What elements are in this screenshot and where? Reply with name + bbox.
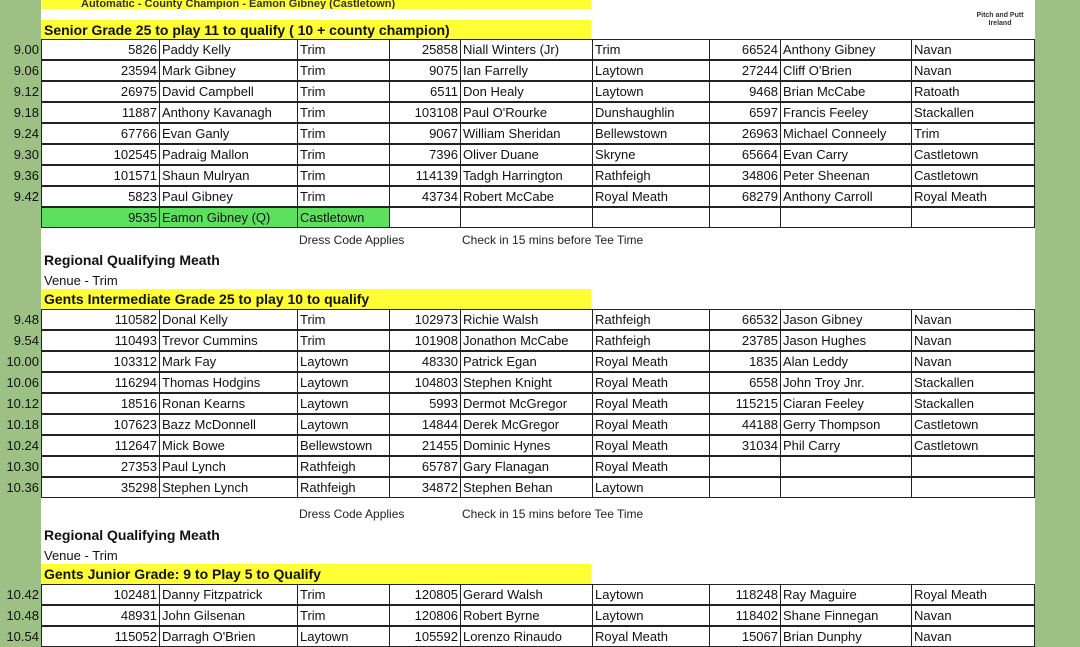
member-number-cell: 31034: [709, 435, 780, 456]
member-number-cell: 27244: [709, 60, 780, 81]
tee-time: 10.36: [6, 480, 39, 495]
club-cell: Trim: [592, 39, 709, 60]
player-name-cell: Eamon Gibney (Q): [159, 207, 297, 228]
player-name-cell: Francis Feeley: [780, 102, 911, 123]
member-number-cell: [709, 456, 780, 477]
tee-time: 10.42: [6, 587, 39, 602]
player-name-cell: Jason Gibney: [780, 309, 911, 330]
club-cell: Trim: [297, 81, 389, 102]
player-name-cell: Brian Dunphy: [780, 626, 911, 647]
tee-time-row: [0, 372, 1035, 393]
member-number-cell: 118248: [709, 584, 780, 605]
player-name-cell: John Gilsenan: [159, 605, 297, 626]
club-cell: Stackallen: [911, 102, 1035, 123]
tee-time: 10.54: [6, 629, 39, 644]
member-number-cell: 1835: [709, 351, 780, 372]
club-cell: Royal Meath: [592, 186, 709, 207]
dress-code-note: Dress Code Applies: [299, 507, 405, 521]
club-cell: Trim: [297, 330, 389, 351]
player-name-cell: Ray Maguire: [780, 584, 911, 605]
club-cell: Rathfeigh: [297, 456, 389, 477]
club-cell: Rathfeigh: [592, 330, 709, 351]
club-cell: Trim: [297, 39, 389, 60]
tee-time: 9.36: [13, 168, 39, 183]
venue-label: Venue - Trim: [44, 548, 118, 563]
member-number-cell: 105592: [389, 626, 460, 647]
member-number-cell: 102481: [41, 584, 159, 605]
tee-time: 10.00: [6, 354, 39, 369]
member-number-cell: 15067: [709, 626, 780, 647]
player-name-cell: David Campbell: [159, 81, 297, 102]
player-name-cell: Thomas Hodgins: [159, 372, 297, 393]
player-name-cell: Bazz McDonnell: [159, 414, 297, 435]
club-cell: Castletown: [911, 144, 1035, 165]
club-cell: Royal Meath: [911, 584, 1035, 605]
club-cell: Stackallen: [911, 372, 1035, 393]
member-number-cell: 115052: [41, 626, 159, 647]
member-number-cell: 120805: [389, 584, 460, 605]
member-number-cell: 43734: [389, 186, 460, 207]
club-cell: Laytown: [297, 351, 389, 372]
club-cell: Laytown: [592, 605, 709, 626]
club-cell: Laytown: [592, 477, 709, 498]
member-number-cell: [709, 477, 780, 498]
player-name-cell: Anthony Gibney: [780, 39, 911, 60]
member-number-cell: 101908: [389, 330, 460, 351]
club-cell: Dunshaughlin: [592, 102, 709, 123]
tee-time-row: [0, 456, 1035, 477]
tee-time-row: [0, 351, 1035, 372]
member-number-cell: 66524: [709, 39, 780, 60]
player-name-cell: Anthony Kavanagh: [159, 102, 297, 123]
player-name-cell: Peter Sheenan: [780, 165, 911, 186]
tee-time-row: [0, 605, 1035, 626]
member-number-cell: 65787: [389, 456, 460, 477]
check-in-note: Check in 15 mins before Tee Time: [462, 507, 644, 521]
tee-time-row: [0, 39, 1035, 60]
player-name-cell: Evan Ganly: [159, 123, 297, 144]
player-name-cell: Gary Flanagan: [460, 456, 592, 477]
player-name-cell: William Sheridan: [460, 123, 592, 144]
club-cell: Trim: [297, 144, 389, 165]
member-number-cell: 101571: [41, 165, 159, 186]
club-cell: [911, 477, 1035, 498]
tee-time-row: [0, 435, 1035, 456]
player-name-cell: Lorenzo Rinaudo: [460, 626, 592, 647]
club-cell: Trim: [297, 102, 389, 123]
club-cell: Navan: [911, 39, 1035, 60]
club-cell: Laytown: [297, 414, 389, 435]
venue-label: Venue - Trim: [44, 273, 118, 288]
tee-time-row: [0, 393, 1035, 414]
member-number-cell: 114139: [389, 165, 460, 186]
member-number-cell: 107623: [41, 414, 159, 435]
junior-grade-heading: Gents Junior Grade: 9 to Play 5 to Qualify: [41, 564, 591, 584]
club-cell: Trim: [297, 60, 389, 81]
member-number-cell: 102973: [389, 309, 460, 330]
club-cell: Trim: [297, 165, 389, 186]
tee-time-row: [0, 584, 1035, 605]
player-name-cell: Oliver Duane: [460, 144, 592, 165]
player-name-cell: Shaun Mulryan: [159, 165, 297, 186]
player-name-cell: Anthony Carroll: [780, 186, 911, 207]
club-cell: Trim: [297, 123, 389, 144]
player-name-cell: Richie Walsh: [460, 309, 592, 330]
tee-time: 10.06: [6, 375, 39, 390]
tee-time: 10.24: [6, 438, 39, 453]
club-cell: Navan: [911, 626, 1035, 647]
member-number-cell: 34872: [389, 477, 460, 498]
player-name-cell: Patrick Egan: [460, 351, 592, 372]
tee-time-row: [0, 414, 1035, 435]
player-name-cell: Mick Bowe: [159, 435, 297, 456]
player-name-cell: Dominic Hynes: [460, 435, 592, 456]
club-cell: Navan: [911, 60, 1035, 81]
tee-time-row: [0, 102, 1035, 123]
member-number-cell: 26963: [709, 123, 780, 144]
player-name-cell: Derek McGregor: [460, 414, 592, 435]
tee-time-row: [0, 81, 1035, 102]
club-cell: Castletown: [911, 165, 1035, 186]
tee-time: 9.48: [13, 312, 39, 327]
player-name-cell: Mark Fay: [159, 351, 297, 372]
player-name-cell: Mark Gibney: [159, 60, 297, 81]
member-number-cell: 9075: [389, 60, 460, 81]
player-name-cell: Padraig Mallon: [159, 144, 297, 165]
club-cell: Trim: [911, 123, 1035, 144]
member-number-cell: [709, 207, 780, 228]
member-number-cell: 9067: [389, 123, 460, 144]
member-number-cell: 112647: [41, 435, 159, 456]
tee-time-row: [0, 186, 1035, 207]
check-in-note: Check in 15 mins before Tee Time: [462, 233, 644, 247]
member-number-cell: 118402: [709, 605, 780, 626]
club-cell: Royal Meath: [592, 351, 709, 372]
player-name-cell: John Troy Jnr.: [780, 372, 911, 393]
tee-time-row: [0, 477, 1035, 498]
tee-time-row: [0, 309, 1035, 330]
member-number-cell: 116294: [41, 372, 159, 393]
club-cell: Laytown: [297, 393, 389, 414]
tee-time: 9.06: [13, 63, 39, 78]
player-name-cell: Paul O'Rourke: [460, 102, 592, 123]
player-name-cell: Niall Winters (Jr): [460, 39, 592, 60]
player-name-cell: Cliff O'Brien: [780, 60, 911, 81]
club-cell: Castletown: [297, 207, 389, 228]
member-number-cell: 110493: [41, 330, 159, 351]
tee-time-row: [0, 330, 1035, 351]
senior-grade-heading: Senior Grade 25 to play 11 to qualify ( 10 + county champion): [41, 20, 591, 40]
member-number-cell: 5993: [389, 393, 460, 414]
member-number-cell: 102545: [41, 144, 159, 165]
intermediate-grade-heading: Gents Intermediate Grade 25 to play 10 to qualify: [41, 289, 591, 309]
club-cell: Royal Meath: [592, 414, 709, 435]
dress-code-note: Dress Code Applies: [299, 233, 405, 247]
club-cell: Laytown: [592, 60, 709, 81]
player-name-cell: Danny Fitzpatrick: [159, 584, 297, 605]
player-name-cell: Ian Farrelly: [460, 60, 592, 81]
member-number-cell: [389, 207, 460, 228]
club-cell: Laytown: [592, 81, 709, 102]
member-number-cell: 5823: [41, 186, 159, 207]
member-number-cell: 18516: [41, 393, 159, 414]
player-name-cell: Alan Leddy: [780, 351, 911, 372]
member-number-cell: 25858: [389, 39, 460, 60]
player-name-cell: [460, 207, 592, 228]
player-name-cell: Robert McCabe: [460, 186, 592, 207]
tee-time: 9.00: [13, 42, 39, 57]
club-cell: Laytown: [297, 626, 389, 647]
club-cell: Ratoath: [911, 81, 1035, 102]
member-number-cell: 26975: [41, 81, 159, 102]
tee-time: 9.12: [13, 84, 39, 99]
member-number-cell: 66532: [709, 309, 780, 330]
tee-time: 10.30: [6, 459, 39, 474]
club-cell: Royal Meath: [592, 435, 709, 456]
member-number-cell: 68279: [709, 186, 780, 207]
player-name-cell: Paul Lynch: [159, 456, 297, 477]
member-number-cell: 11887: [41, 102, 159, 123]
tee-time: 9.24: [13, 126, 39, 141]
member-number-cell: 48931: [41, 605, 159, 626]
member-number-cell: 5826: [41, 39, 159, 60]
tee-time-row: [0, 165, 1035, 186]
right-margin: [1035, 0, 1080, 647]
tee-time-row: [0, 144, 1035, 165]
player-name-cell: Stephen Lynch: [159, 477, 297, 498]
player-name-cell: Shane Finnegan: [780, 605, 911, 626]
club-cell: Navan: [911, 330, 1035, 351]
player-name-cell: Evan Carry: [780, 144, 911, 165]
club-cell: Royal Meath: [592, 456, 709, 477]
player-name-cell: Michael Conneely: [780, 123, 911, 144]
player-name-cell: Paddy Kelly: [159, 39, 297, 60]
member-number-cell: 44188: [709, 414, 780, 435]
club-cell: Royal Meath: [911, 186, 1035, 207]
club-cell: Royal Meath: [592, 626, 709, 647]
club-cell: Navan: [911, 351, 1035, 372]
member-number-cell: 103312: [41, 351, 159, 372]
player-name-cell: Robert Byrne: [460, 605, 592, 626]
tee-time: 9.18: [13, 105, 39, 120]
club-cell: Trim: [297, 584, 389, 605]
player-name-cell: Tadgh Harrington: [460, 165, 592, 186]
member-number-cell: 9535: [41, 207, 159, 228]
club-cell: Trim: [297, 605, 389, 626]
club-cell: Bellewstown: [592, 123, 709, 144]
member-number-cell: 104803: [389, 372, 460, 393]
member-number-cell: 110582: [41, 309, 159, 330]
member-number-cell: 23594: [41, 60, 159, 81]
club-cell: Castletown: [911, 435, 1035, 456]
player-name-cell: [780, 456, 911, 477]
member-number-cell: 115215: [709, 393, 780, 414]
member-number-cell: 67766: [41, 123, 159, 144]
tee-time: 10.18: [6, 417, 39, 432]
player-name-cell: Darragh O'Brien: [159, 626, 297, 647]
club-cell: Royal Meath: [592, 393, 709, 414]
club-cell: [911, 456, 1035, 477]
club-cell: [592, 207, 709, 228]
section-title: Regional Qualifying Meath: [44, 527, 220, 543]
club-cell: Rathfeigh: [592, 165, 709, 186]
player-name-cell: Don Healy: [460, 81, 592, 102]
member-number-cell: 6558: [709, 372, 780, 393]
club-cell: Bellewstown: [297, 435, 389, 456]
player-name-cell: [780, 477, 911, 498]
player-name-cell: Stephen Behan: [460, 477, 592, 498]
player-name-cell: Trevor Cummins: [159, 330, 297, 351]
player-name-cell: Jonathon McCabe: [460, 330, 592, 351]
section-title: Regional Qualifying Meath: [44, 252, 220, 268]
tee-time: 9.54: [13, 333, 39, 348]
player-name-cell: Stephen Knight: [460, 372, 592, 393]
club-cell: Trim: [297, 309, 389, 330]
club-cell: Laytown: [592, 584, 709, 605]
member-number-cell: 6597: [709, 102, 780, 123]
player-name-cell: Ciaran Feeley: [780, 393, 911, 414]
club-cell: [911, 207, 1035, 228]
tee-time-row: [0, 123, 1035, 144]
tee-time: 10.48: [6, 608, 39, 623]
member-number-cell: 27353: [41, 456, 159, 477]
club-cell: Royal Meath: [592, 372, 709, 393]
player-name-cell: [780, 207, 911, 228]
tee-time-row: [0, 60, 1035, 81]
club-cell: Laytown: [297, 372, 389, 393]
player-name-cell: Gerry Thompson: [780, 414, 911, 435]
player-name-cell: Brian McCabe: [780, 81, 911, 102]
member-number-cell: 34806: [709, 165, 780, 186]
player-name-cell: Phil Carry: [780, 435, 911, 456]
player-name-cell: Dermot McGregor: [460, 393, 592, 414]
club-cell: Rathfeigh: [297, 477, 389, 498]
player-name-cell: Jason Hughes: [780, 330, 911, 351]
player-name-cell: Ronan Kearns: [159, 393, 297, 414]
tee-time-row: [0, 207, 1035, 228]
member-number-cell: 48330: [389, 351, 460, 372]
club-cell: Stackallen: [911, 393, 1035, 414]
club-cell: Castletown: [911, 414, 1035, 435]
member-number-cell: 14844: [389, 414, 460, 435]
club-cell: Trim: [297, 186, 389, 207]
member-number-cell: 21455: [389, 435, 460, 456]
tee-time: 10.12: [6, 396, 39, 411]
tee-time: 9.42: [13, 189, 39, 204]
club-cell: Navan: [911, 605, 1035, 626]
club-cell: Navan: [911, 309, 1035, 330]
player-name-cell: Donal Kelly: [159, 309, 297, 330]
member-number-cell: 65664: [709, 144, 780, 165]
member-number-cell: 120806: [389, 605, 460, 626]
member-number-cell: 23785: [709, 330, 780, 351]
member-number-cell: 7396: [389, 144, 460, 165]
member-number-cell: 9468: [709, 81, 780, 102]
tee-time-row: [0, 626, 1035, 647]
member-number-cell: 103108: [389, 102, 460, 123]
club-cell: Skryne: [592, 144, 709, 165]
club-cell: Rathfeigh: [592, 309, 709, 330]
member-number-cell: 6511: [389, 81, 460, 102]
member-number-cell: 35298: [41, 477, 159, 498]
pitch-and-putt-ireland-logo: Pitch and Putt Ireland: [976, 12, 1024, 27]
player-name-cell: Paul Gibney: [159, 186, 297, 207]
player-name-cell: Gerard Walsh: [460, 584, 592, 605]
tee-time: 9.30: [13, 147, 39, 162]
cut-off-top-line: Automatic - County Champion - Eamon Gibney (Castletown): [41, 0, 591, 9]
